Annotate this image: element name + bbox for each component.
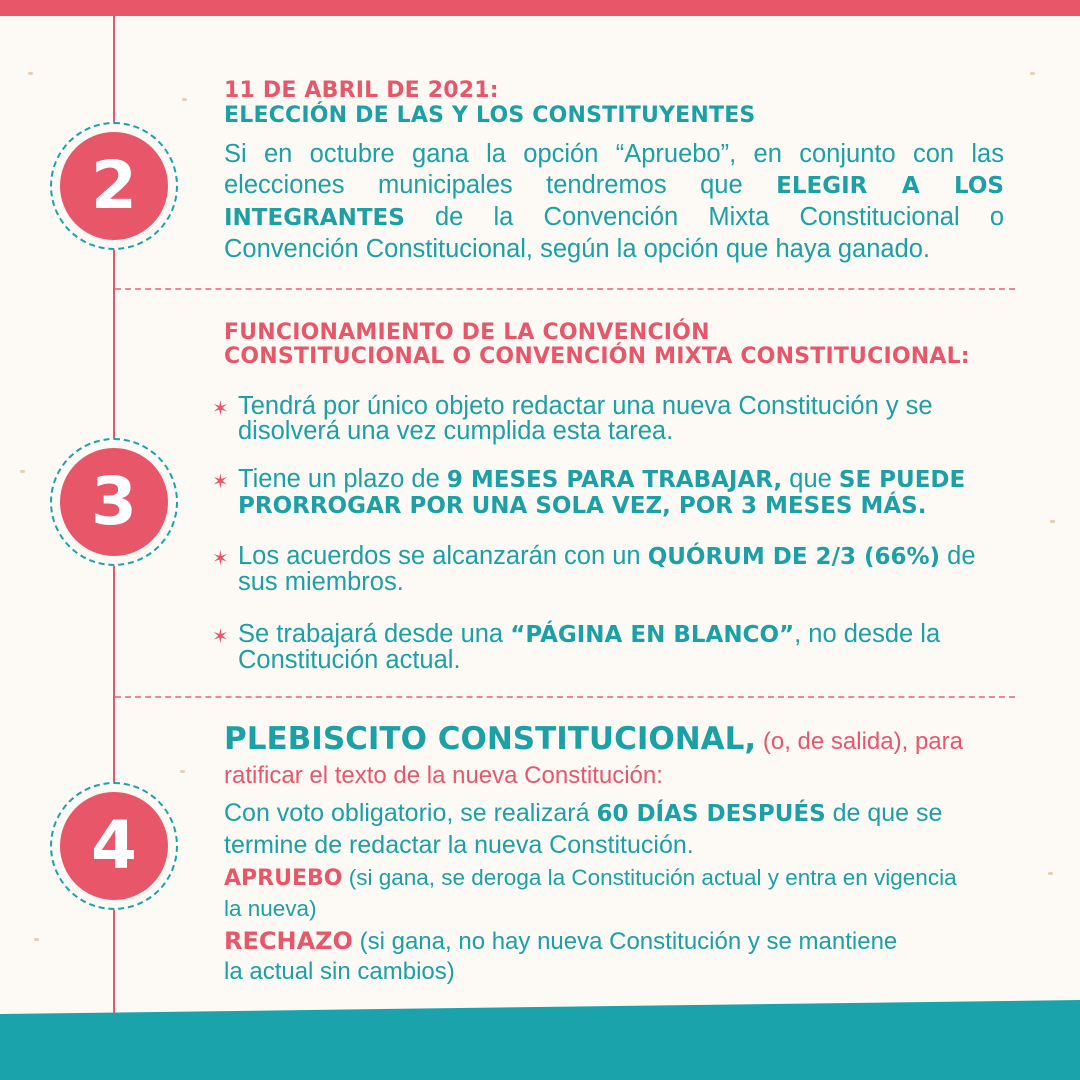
step-2-body <box>224 139 1004 265</box>
step-3-badge-ring <box>50 438 178 566</box>
bullet-text: Tendrá por único objeto redactar una nueva Constitución y se disolverá una vez cumplida esta tarea. <box>238 392 933 445</box>
step-2-badge-ring <box>50 122 178 250</box>
star-bullet-icon: ✶ <box>212 548 229 570</box>
rechazo-text: (si gana, no hay nueva Constitución y se mantiene la actual sin cambios) <box>224 928 898 985</box>
bullet-text: Tiene un plazo de <box>238 465 447 493</box>
step-4-title-rest: (o, de salida), para <box>756 728 963 755</box>
step-4-title <box>224 722 1004 762</box>
rechazo-label: RECHAZO <box>224 927 353 955</box>
apruebo-label: APRUEBO <box>224 866 343 891</box>
step-2-section <box>224 80 1004 265</box>
step-4-title-bold: PLEBISCITO CONSTITUCIONAL, <box>224 721 757 757</box>
step-2-heading: ELECCIÓN DE LAS Y LOS CONSTITUYENTES <box>224 103 756 128</box>
step-4-title-line2: ratificar el texto de la nueva Constitución: <box>224 762 663 789</box>
step-4-body-text-end: de que se termine de redactar la nueva Constitución. <box>224 799 943 859</box>
bottom-accent-band <box>0 1000 1080 1080</box>
step-2-body-text-end: de la Convención Mixta Constitucional o Convención Constitucional, según la opción que haya ganado. <box>224 203 1004 263</box>
step-2-body-text: Si en octubre gana la opción “Apruebo”, en conjunto con las elecciones municipales tendremos que <box>224 140 1004 199</box>
section-divider <box>115 288 1015 290</box>
paper-speck <box>182 98 187 101</box>
step-3-heading-line1: FUNCIONAMIENTO DE LA CONVENCIÓN <box>224 320 710 345</box>
step-2-body-emphasis: ELEGIR A LOS INTEGRANTES <box>224 173 1004 231</box>
paper-speck <box>34 938 39 941</box>
step-3-heading-line2: CONSTITUCIONAL O CONVENCIÓN MIXTA CONSTITUCIONAL: <box>224 344 970 369</box>
star-bullet-icon: ✶ <box>212 398 229 420</box>
apruebo-text: (si gana, se deroga la Constitución actual y entra en vigencia la nueva) <box>224 865 957 921</box>
step-4-body-text: Con voto obligatorio, se realizará <box>224 799 597 827</box>
step-4-body-emphasis: 60 DÍAS DESPUÉS <box>596 801 826 827</box>
star-bullet-icon: ✶ <box>212 626 229 648</box>
step-2-number-badge: 2 <box>60 132 168 240</box>
bullet-text: , no desde la Constitución actual. <box>238 620 941 674</box>
paper-speck <box>180 770 185 773</box>
bullet-emphasis: “PÁGINA EN BLANCO” <box>510 622 795 648</box>
paper-speck <box>28 72 33 75</box>
list-item <box>212 622 1012 673</box>
paper-speck <box>1050 520 1055 523</box>
bullet-emphasis: QUÓRUM DE 2/3 (66%) <box>647 544 941 570</box>
bullet-emphasis: SE PUEDE PRORROGAR POR UNA SOLA VEZ, POR 3 MESES MÁS. <box>238 467 966 519</box>
bullet-emphasis: 9 MESES PARA TRABAJAR, <box>446 467 783 493</box>
top-accent-bar <box>0 0 1080 16</box>
paper-speck <box>1030 72 1035 75</box>
star-bullet-icon: ✶ <box>212 471 229 493</box>
rechazo-note <box>224 926 904 987</box>
bullet-text: de sus miembros. <box>238 542 976 596</box>
step-3-number-badge: 3 <box>60 448 168 556</box>
step-2-date-heading: 11 DE ABRIL DE 2021: <box>224 78 499 103</box>
bullet-text: que <box>782 465 839 493</box>
step-4-badge-ring <box>50 782 178 910</box>
list-item <box>212 467 1012 519</box>
paper-speck <box>20 470 25 473</box>
list-item <box>212 544 1012 595</box>
step-4-body <box>224 798 1004 861</box>
apruebo-note <box>224 863 964 924</box>
list-item <box>212 394 1012 444</box>
bullet-text: Los acuerdos se alcanzarán con un <box>238 542 648 570</box>
step-3-section <box>224 322 1004 368</box>
paper-speck <box>1048 872 1053 875</box>
step-4-number-badge: 4 <box>60 792 168 900</box>
step-4-section <box>224 722 1004 987</box>
section-divider <box>115 696 1015 698</box>
bullet-text: Se trabajará desde una <box>238 620 511 648</box>
